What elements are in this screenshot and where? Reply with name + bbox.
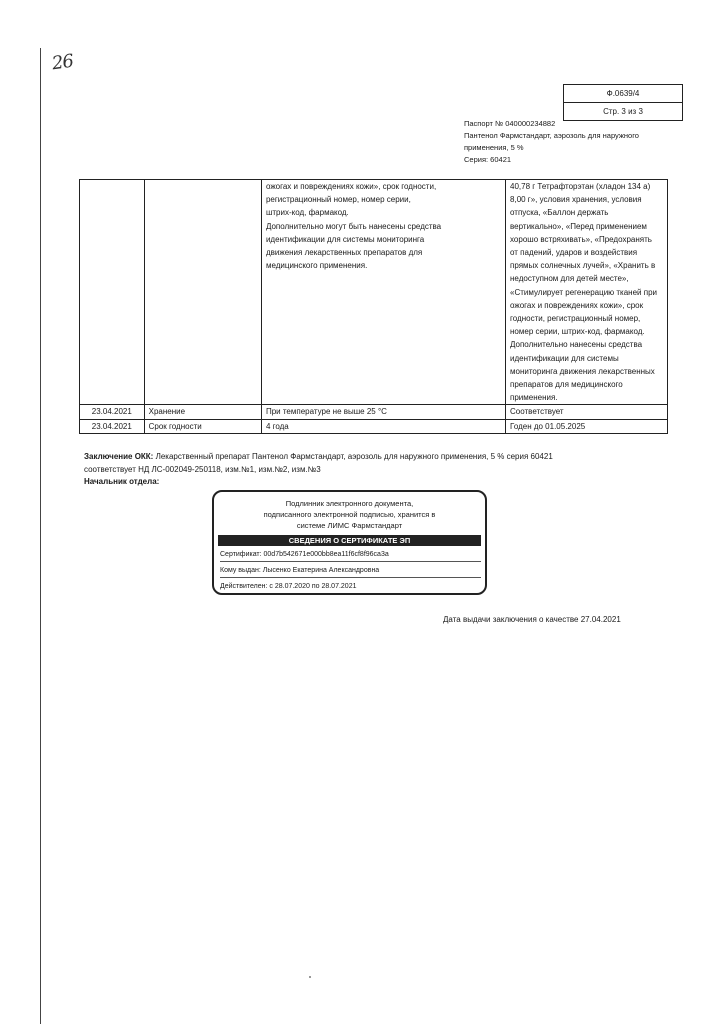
passport-number: Паспорт № 040000234882 (464, 119, 556, 128)
passport-info (464, 118, 684, 166)
date-cell: 23.04.2021 (80, 405, 145, 419)
conclusion-block (84, 451, 684, 489)
series-number: Серия: 60421 (464, 155, 512, 164)
form-code: Ф.0639/4 (606, 89, 640, 98)
quality-results-table (79, 179, 668, 434)
product-name-line2: применения, 5 % (464, 143, 524, 152)
conclusion-line2: соответствует НД ЛС-002049-250118, изм.№1, изм.№2, изм.№3 (84, 464, 321, 474)
stamp-line2: подписанного электронной подписью, хранится в (263, 510, 436, 519)
table-row (80, 419, 668, 433)
requirement-cell: ожогах и повреждениях кожи», срок годности, регистрационный номер, номер серии, штрих-код, фармакод. Дополнительно могут быть нанесены средства идентификации для системы мониторинга движения лекарственных препаратов для медицинского применения. (261, 180, 505, 405)
page-counter: Стр. 3 из 3 (564, 102, 682, 120)
binding-margin-line (40, 48, 41, 1024)
stamp-line3: системе ЛИМС Фармстандарт (296, 521, 403, 530)
parameter-cell: Срок годности (144, 419, 261, 433)
result-cell: Годен до 01.05.2025 (506, 419, 668, 433)
parameter-cell (144, 180, 261, 405)
requirement-cell: При температуре не выше 25 °С (261, 405, 505, 419)
certificate-validity: Действителен: с 28.07.2020 по 28.07.2021 (220, 583, 357, 590)
head-of-department-label: Начальник отдела: (84, 477, 160, 486)
stamp-line1: Подлинник электронного документа, (285, 499, 414, 508)
conclusion-label: Заключение ОКК: (84, 452, 154, 461)
requirement-cell: 4 года (261, 419, 505, 433)
product-name-line1: Пантенол Фармстандарт, аэрозоль для наружного (464, 131, 639, 140)
table-row (80, 180, 668, 405)
date-cell: 23.04.2021 (80, 419, 145, 433)
parameter-cell: Хранение (144, 405, 261, 419)
certificate-owner: Кому выдан: Лысенко Екатерина Александровна (220, 562, 481, 578)
conclusion-line (84, 451, 684, 464)
issue-date: Дата выдачи заключения о качестве 27.04.2021 (443, 615, 621, 624)
electronic-signature-stamp (212, 490, 487, 595)
table-row (80, 405, 668, 419)
result-cell: 40,78 г Тетрафторэтан (хладон 134 а) 8,00 г», условия хранения, условия отпуска, «Баллон держать вертикально», «Перед применением хорошо встряхивать», «Предохранять от падений, ударов и воздействия прямых солнечных лучей», «Хранить в недоступном для детей месте», «Стимулирует регенерацию тканей при ожогах и повреждениях кожи», срок годности, регистрационный номер, номер серии, штрих-код, фармакод. Дополнительно нанесены средства идентификации для системы мониторинга движения лекарственных препаратов для медицинского применения. (506, 180, 668, 405)
stamp-header-text (214, 498, 485, 531)
form-code-box (563, 84, 683, 121)
conclusion-text: Лекарственный препарат Пантенол Фармстандарт, аэрозоль для наружного применения, 5 % серия 60421 (153, 452, 553, 461)
scan-speck (309, 976, 311, 978)
result-cell: Соответствует (506, 405, 668, 419)
date-cell (80, 180, 145, 405)
handwritten-page-number: 26 (50, 50, 75, 75)
certificate-info-header: СВЕДЕНИЯ О СЕРТИФИКАТЕ ЭП (218, 535, 481, 546)
certificate-number: Сертификат: 00d7b542671e000bb8ea11f6cf8f96ca3a (220, 546, 481, 562)
